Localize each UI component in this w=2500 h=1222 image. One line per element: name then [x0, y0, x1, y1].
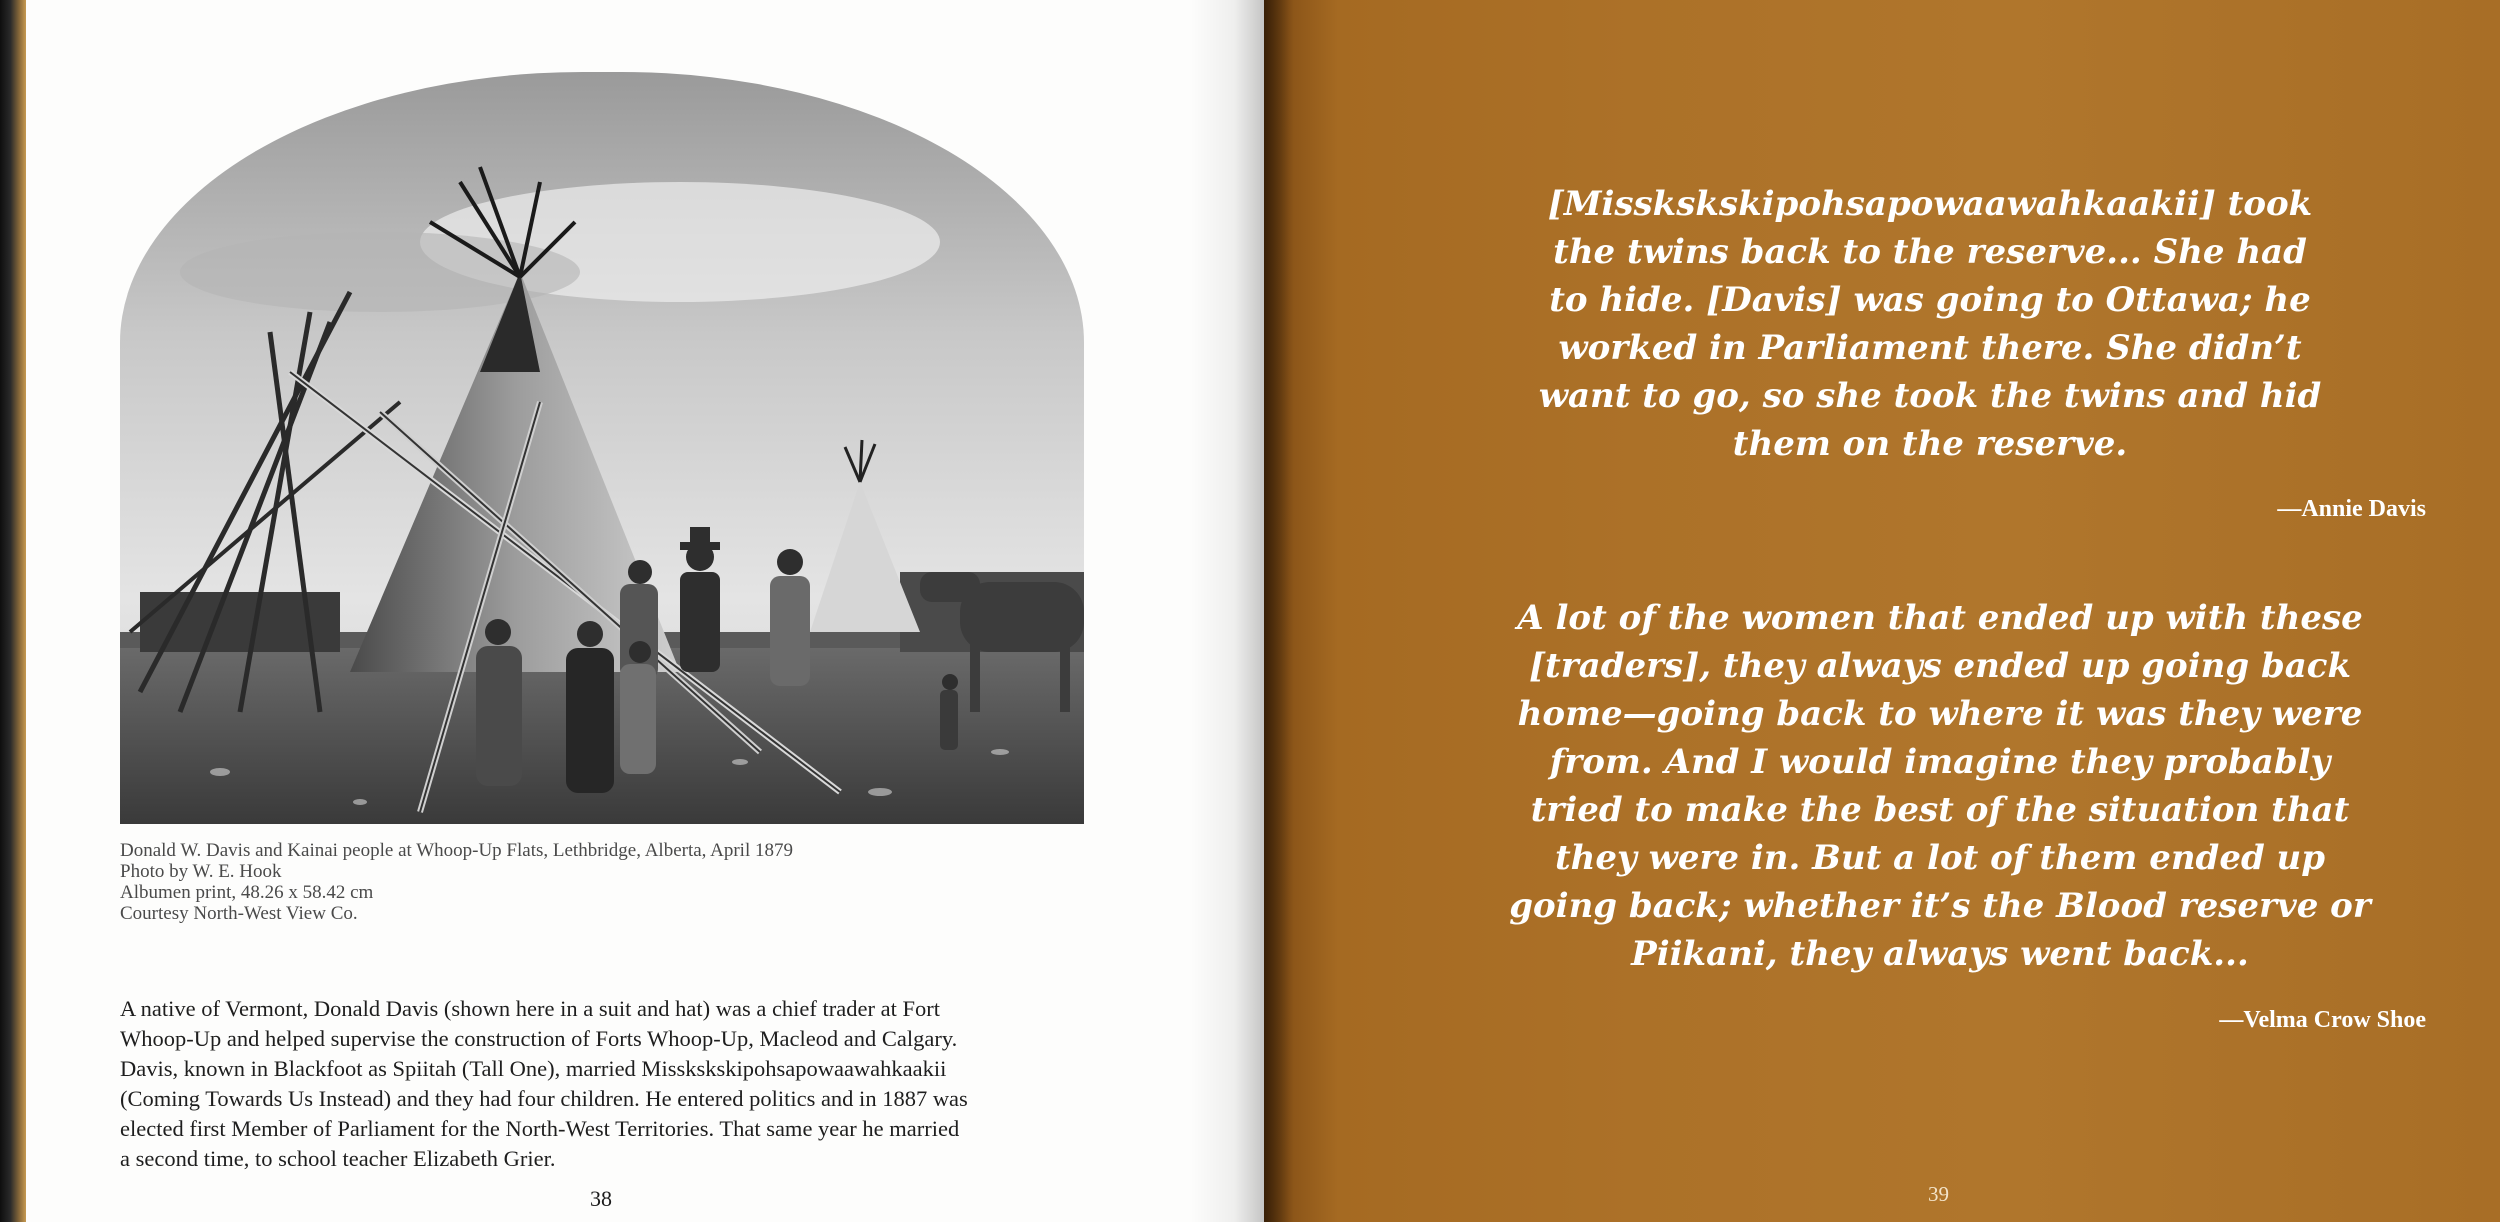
page-number-right: 39	[1928, 1182, 1949, 1206]
caption-credit: Courtesy North-West View Co.	[120, 903, 358, 924]
quote-line: [traders], they always ended up going back	[1528, 646, 2352, 686]
quote-line: from. And I would imagine they probably	[1549, 742, 2331, 782]
body-line: (Coming Towards Us Instead) and they had four children. He entered politics and in 1887 was	[120, 1086, 968, 1111]
gutter-shadow	[1190, 0, 1264, 1222]
photo-caption	[120, 840, 1020, 924]
body-line: A native of Vermont, Donald Davis (shown here in a suit and hat) was a chief trader at Fort	[120, 996, 940, 1021]
quote-line: the twins back to the reserve... She had	[1553, 232, 2307, 272]
quote-line: they were in. But a lot of them ended up	[1554, 838, 2326, 878]
caption-title: Donald W. Davis and Kainai people at Whoop-Up Flats, Lethbridge, Alberta, April 1879	[120, 840, 793, 861]
quote-line: Piikani, they always went back...	[1631, 934, 2249, 974]
caption-photographer: Photo by W. E. Hook	[120, 861, 282, 882]
quote-line: going back; whether it’s the Blood reserve or	[1509, 886, 2371, 926]
body-line: Davis, known in Blackfoot as Spiitah (Tall One), married Misskskskipohsapowaawahkaakii	[120, 1056, 947, 1081]
historical-photograph	[120, 72, 1084, 824]
quote-line: home—going back to where it was they were	[1517, 694, 2363, 734]
body-line: elected first Member of Parliament for the North-West Territories. That same year he married	[120, 1116, 960, 1141]
body-paragraph	[120, 994, 1082, 1174]
book-edge	[0, 0, 26, 1222]
quote-line: A lot of the women that ended up with these	[1517, 598, 2363, 638]
attribution-velma-crow-shoe: —Velma Crow Shoe	[2219, 1007, 2426, 1033]
quote-line: want to go, so she took the twins and hid	[1538, 376, 2322, 416]
quote-velma-crow-shoe	[1500, 594, 2380, 978]
attribution-annie-davis: —Annie Davis	[2277, 496, 2426, 522]
quote-line: [Misskskskipohsapowaawahkaakii] took	[1547, 184, 2313, 224]
photograph-icon	[120, 72, 1084, 824]
quote-annie-davis	[1520, 180, 2340, 468]
body-line: a second time, to school teacher Elizabeth Grier.	[120, 1146, 556, 1171]
page-number-left: 38	[590, 1186, 612, 1211]
quote-line: tried to make the best of the situation that	[1530, 790, 2350, 830]
quote-line: them on the reserve.	[1732, 424, 2128, 464]
body-line: Whoop-Up and helped supervise the construction of Forts Whoop-Up, Macleod and Calgary.	[120, 1026, 958, 1051]
gutter-crease	[1264, 0, 1294, 1222]
caption-medium: Albumen print, 48.26 x 58.42 cm	[120, 882, 374, 903]
quote-line: to hide. [Davis] was going to Ottawa; he	[1549, 280, 2311, 320]
quote-line: worked in Parliament there. She didn’t	[1558, 328, 2302, 368]
